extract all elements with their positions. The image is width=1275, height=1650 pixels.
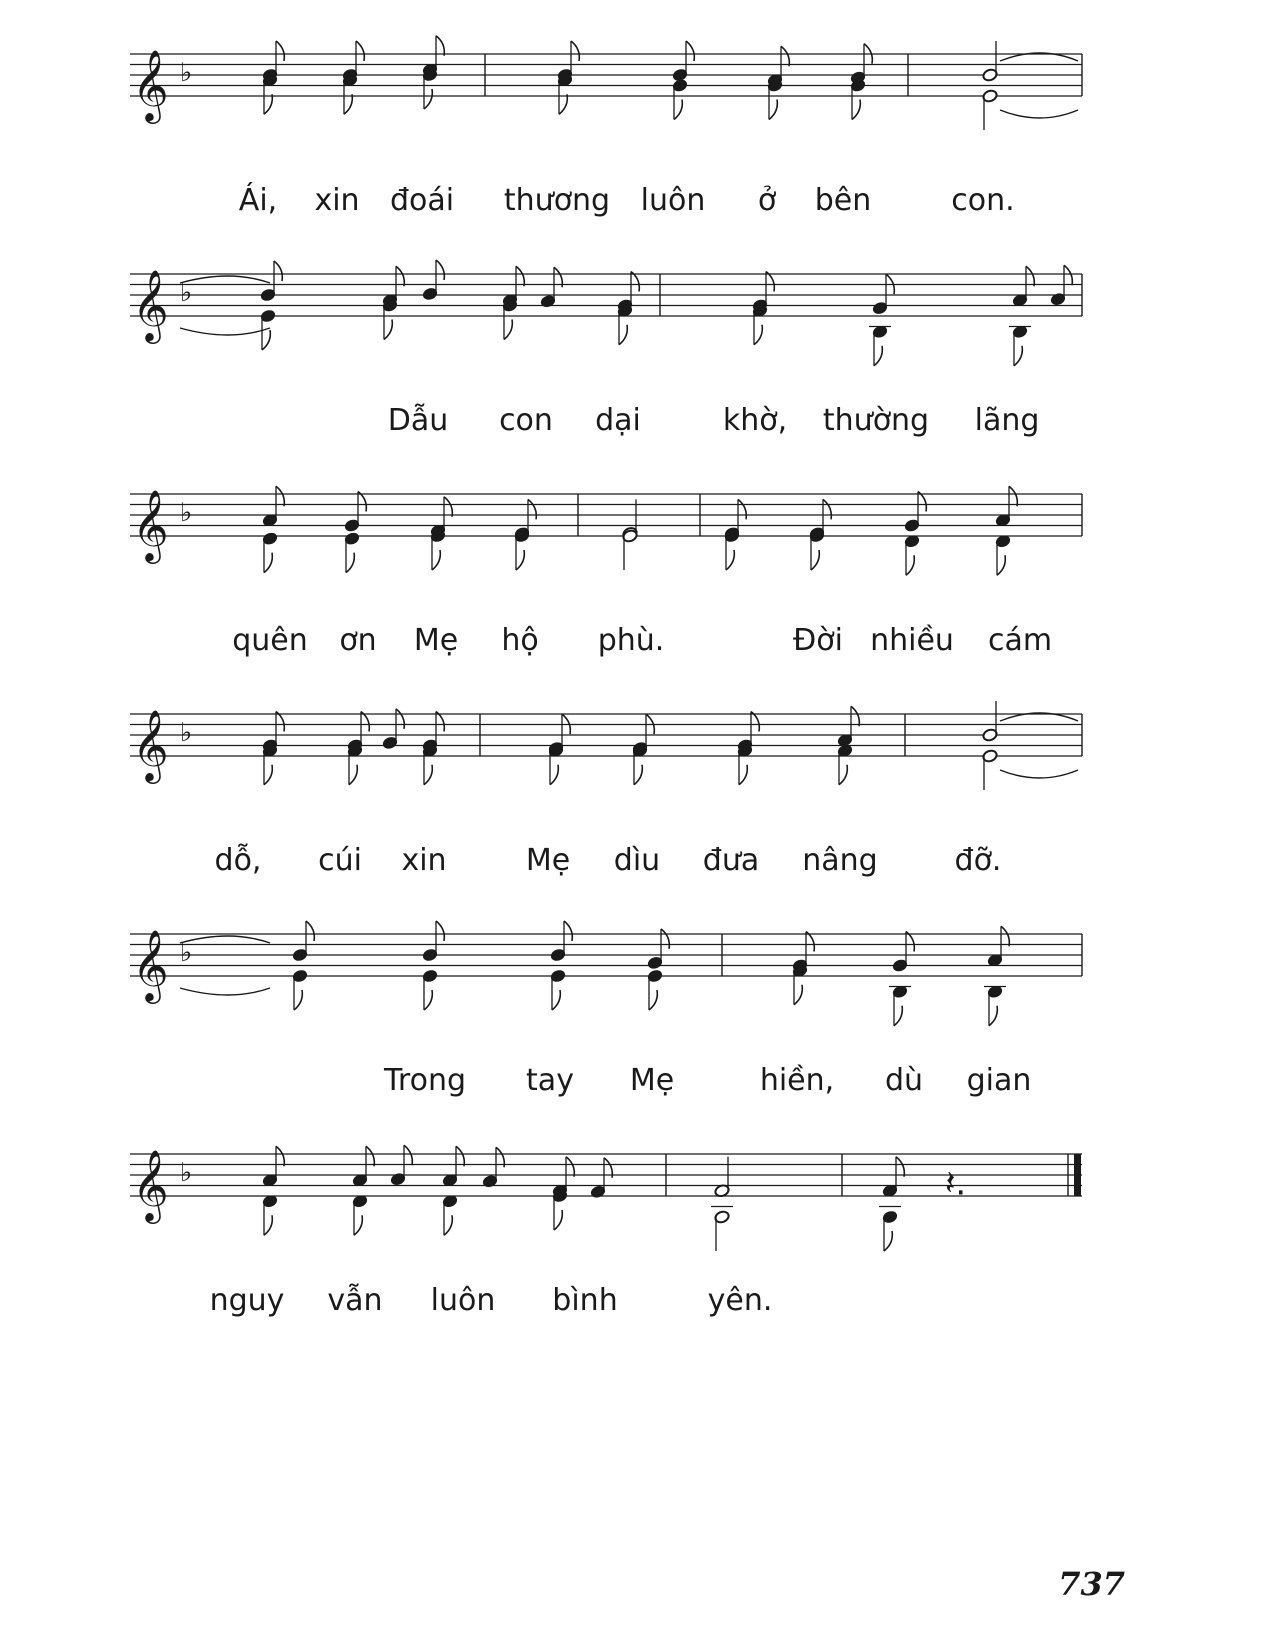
note [550, 921, 573, 962]
note [260, 261, 283, 302]
note [904, 492, 927, 533]
note [390, 1145, 413, 1186]
note [982, 701, 998, 742]
lyric-syllable: dù [884, 1063, 924, 1098]
lyric-syllable: nguy [209, 1283, 285, 1318]
note [344, 492, 367, 533]
lyric-syllable: Mẹ [525, 843, 571, 878]
lyric-syllable: đoái [389, 183, 455, 218]
note [982, 89, 998, 130]
note [552, 1189, 568, 1230]
note [1009, 325, 1031, 366]
note [1012, 266, 1035, 307]
note [995, 534, 1011, 575]
lyric-syllable: ở [757, 183, 777, 218]
lyric-syllable: lãng [974, 403, 1040, 438]
note [442, 1194, 458, 1235]
lyric-syllable: thường [822, 403, 930, 438]
note [347, 744, 363, 785]
staff-drawing [0, 470, 1275, 620]
note [647, 969, 663, 1010]
tie [180, 276, 270, 283]
tie [180, 936, 270, 943]
lyric-syllable: cám [987, 623, 1053, 658]
note [752, 304, 768, 345]
treble-clef-icon: 𝄞 [132, 268, 169, 341]
treble-clef-icon: 𝄞 [132, 1148, 169, 1221]
note [837, 744, 853, 785]
note [711, 1207, 733, 1252]
lyric-syllable: hiền, [759, 1063, 835, 1098]
page-number: 737 [1058, 1565, 1125, 1603]
note [882, 1157, 905, 1198]
lyric-syllable: vẫn [327, 1283, 383, 1318]
note [672, 78, 688, 119]
lyric-syllable: gian [966, 1063, 1032, 1098]
treble-clef-icon: 𝄞 [132, 928, 169, 1001]
note [422, 969, 438, 1010]
lyric-syllable: đỡ. [954, 843, 1002, 878]
lyric-syllable: cúi [318, 843, 362, 878]
tie [180, 988, 270, 995]
flat-key-signature-icon: ♭ [180, 498, 193, 528]
lyric-syllable: bên [814, 183, 872, 218]
note [344, 531, 360, 572]
note [982, 41, 998, 82]
lyric-syllable: xin [401, 843, 447, 878]
lyric-syllable: hộ [501, 623, 539, 658]
note [737, 744, 753, 785]
lyric-syllable: Dẫu [387, 403, 449, 438]
music-system-5 [0, 910, 1275, 1140]
flat-key-signature-icon: ♭ [180, 278, 193, 308]
note [342, 73, 358, 114]
tie [180, 328, 270, 335]
note [514, 529, 530, 570]
flat-key-signature-icon: ♭ [180, 938, 193, 968]
note [262, 1194, 278, 1235]
note [557, 73, 573, 114]
lyric-syllable: con [499, 403, 553, 438]
note [869, 325, 891, 366]
lyric-syllable: Mẹ [413, 623, 459, 658]
note [422, 921, 445, 962]
lyric-syllable: xin [314, 183, 360, 218]
tie [1000, 110, 1078, 118]
note [1050, 265, 1073, 306]
flat-key-signature-icon: ♭ [180, 1158, 193, 1188]
staff-drawing [0, 690, 1275, 840]
lyric-syllable: thương [503, 183, 611, 218]
lyric-syllable: Trong [383, 1063, 467, 1098]
note [292, 969, 308, 1010]
note [422, 744, 438, 785]
lyric-syllable: dìu [613, 843, 661, 878]
note [984, 985, 1006, 1026]
note [382, 709, 405, 750]
note [502, 298, 518, 339]
music-system-6 [0, 1130, 1275, 1360]
lyric-syllable: đưa [702, 843, 760, 878]
music-system-1 [0, 30, 1275, 260]
lyric-syllable: phù. [597, 623, 665, 658]
note [889, 985, 911, 1026]
note [982, 749, 998, 790]
note [622, 529, 638, 570]
lyric-syllable: tay [526, 1063, 574, 1098]
note [632, 744, 648, 785]
note [647, 929, 670, 970]
lyric-syllable: Mẹ [629, 1063, 675, 1098]
staff-lines [130, 934, 1082, 976]
note [995, 486, 1018, 527]
note [792, 964, 808, 1005]
note [422, 68, 438, 109]
lyric-syllable: yên. [707, 1283, 773, 1318]
lyric-syllable: luôn [640, 183, 706, 218]
lyric-syllable: dại [595, 403, 641, 438]
note [850, 78, 866, 119]
note [809, 529, 825, 570]
lyric-syllable: con. [951, 183, 1015, 218]
treble-clef-icon: 𝄞 [132, 708, 169, 781]
lyric-syllable: ơn [339, 623, 377, 658]
tie [1000, 770, 1078, 778]
note [892, 932, 915, 973]
note [879, 1207, 901, 1252]
note [352, 1194, 368, 1235]
treble-clef-icon: 𝄞 [132, 48, 169, 121]
treble-clef-icon: 𝄞 [132, 488, 169, 561]
lyric-syllable: khờ, [722, 403, 788, 438]
note [767, 78, 783, 119]
flat-key-signature-icon: ♭ [180, 58, 193, 88]
note [837, 706, 860, 747]
lyric-syllable: nhiều [870, 623, 954, 658]
note [262, 486, 285, 527]
lyric-syllable: Ái, [238, 183, 278, 218]
note [430, 529, 446, 570]
staff-drawing [0, 910, 1275, 1060]
note [262, 531, 278, 572]
note [724, 529, 740, 570]
flat-key-signature-icon: ♭ [180, 718, 193, 748]
note [262, 744, 278, 785]
lyric-syllable: nâng [802, 843, 878, 878]
music-system-3 [0, 470, 1275, 700]
staff-drawing [0, 1130, 1275, 1280]
note [550, 969, 566, 1010]
lyric-syllable: Đời [793, 623, 843, 658]
lyric-syllable: bình [552, 1283, 618, 1318]
note [292, 921, 315, 962]
lyric-syllable: quên [232, 623, 308, 658]
quarter-rest-icon: 𝄽. [945, 1163, 967, 1204]
note [352, 1146, 375, 1187]
note [672, 41, 695, 82]
lyric-syllable: dỗ, [214, 843, 262, 878]
note [262, 73, 278, 114]
music-system-2 [0, 250, 1275, 480]
note [714, 1157, 730, 1198]
staff-drawing [0, 30, 1275, 180]
note [262, 1146, 285, 1187]
staff-drawing [0, 250, 1275, 400]
note [548, 744, 564, 785]
note [442, 1146, 465, 1187]
note [904, 534, 920, 575]
note [382, 298, 398, 339]
lyric-syllable: luôn [430, 1283, 496, 1318]
note [987, 926, 1010, 967]
music-system-4 [0, 690, 1275, 920]
note [617, 304, 633, 345]
final-barline-thick [1074, 1154, 1081, 1196]
